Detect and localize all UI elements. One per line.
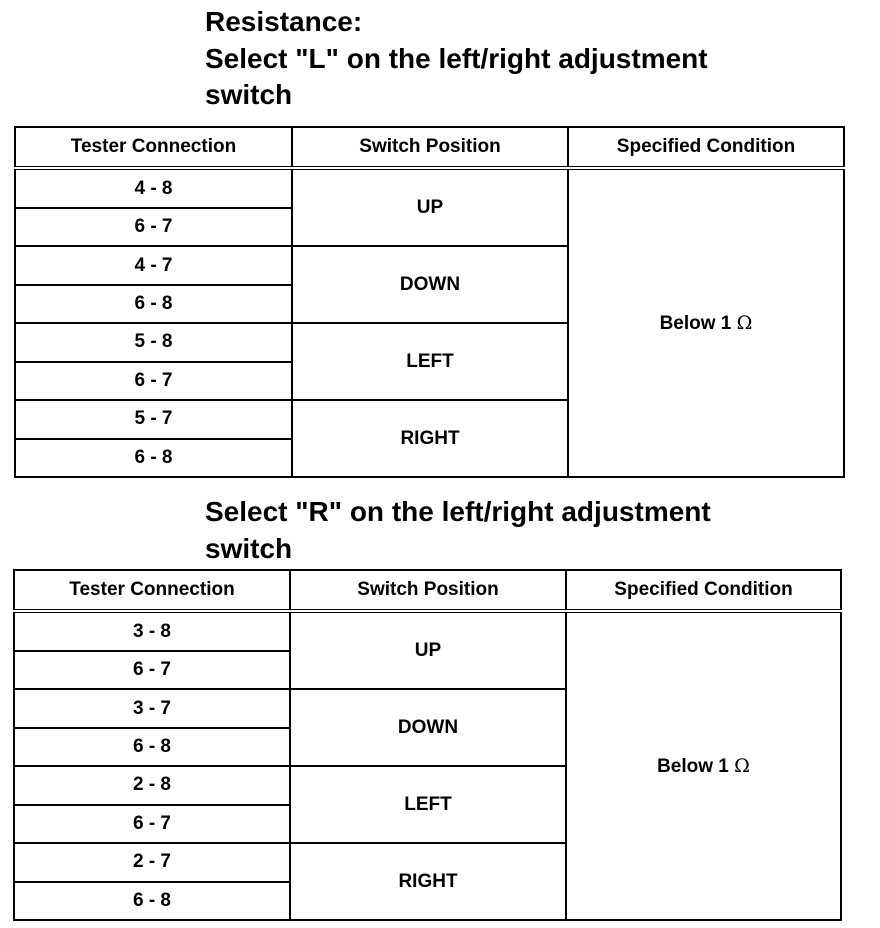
- heading-l: [205, 4, 708, 114]
- switch-position-cell: LEFT: [290, 766, 566, 843]
- select-r-instruction-line1: Select "R" on the left/right adjustment: [205, 496, 711, 527]
- select-l-instruction-line1: Select "L" on the left/right adjustment: [205, 42, 708, 74]
- switch-position-cell: DOWN: [292, 246, 568, 323]
- condition-value: Below 1: [657, 755, 729, 777]
- tester-connection-cell: 6 - 7: [15, 362, 292, 400]
- heading-r: [205, 494, 711, 567]
- col-header-specified-condition: Specified Condition: [568, 127, 844, 168]
- table-row: [14, 611, 841, 651]
- section-title: Resistance:: [205, 6, 363, 37]
- tester-connection-cell: 5 - 8: [15, 323, 292, 361]
- specified-condition-cell: [566, 611, 841, 920]
- col-header-switch-position: Switch Position: [290, 570, 566, 611]
- switch-position-cell: UP: [290, 611, 566, 689]
- switch-position-cell: RIGHT: [292, 400, 568, 477]
- specified-condition-cell: [568, 168, 844, 477]
- tester-connection-cell: 6 - 8: [14, 882, 290, 920]
- tester-connection-cell: 6 - 8: [15, 439, 292, 477]
- resistance-table-l: [14, 126, 845, 478]
- switch-position-cell: DOWN: [290, 689, 566, 766]
- tester-connection-cell: 6 - 7: [14, 651, 290, 689]
- tester-connection-cell: 6 - 7: [14, 805, 290, 843]
- tester-connection-cell: 6 - 8: [14, 728, 290, 766]
- col-header-switch-position: Switch Position: [292, 127, 568, 168]
- tester-connection-cell: 4 - 7: [15, 246, 292, 284]
- col-header-specified-condition: Specified Condition: [566, 570, 841, 611]
- tester-connection-cell: 3 - 7: [14, 689, 290, 727]
- col-header-tester-connection: Tester Connection: [15, 127, 292, 168]
- table-header-row: [15, 127, 844, 168]
- tester-connection-cell: 2 - 8: [14, 766, 290, 804]
- tester-connection-cell: 2 - 7: [14, 843, 290, 881]
- ohm-unit: Ω: [734, 754, 750, 777]
- switch-position-cell: RIGHT: [290, 843, 566, 920]
- table-row: [15, 168, 844, 208]
- tester-connection-cell: 5 - 7: [15, 400, 292, 438]
- condition-value: Below 1: [659, 312, 732, 334]
- table-header-row: [14, 570, 841, 611]
- col-header-tester-connection: Tester Connection: [14, 570, 290, 611]
- switch-position-cell: UP: [292, 168, 568, 246]
- resistance-table-r: [13, 569, 842, 921]
- select-l-instruction-line2: switch: [205, 79, 293, 110]
- tester-connection-cell: 6 - 8: [15, 285, 292, 323]
- select-r-instruction-line2: switch: [205, 532, 293, 564]
- tester-connection-cell: 6 - 7: [15, 208, 292, 246]
- tester-connection-cell: 4 - 8: [15, 168, 292, 208]
- switch-position-cell: LEFT: [292, 323, 568, 400]
- ohm-unit: Ω: [736, 311, 753, 334]
- tester-connection-cell: 3 - 8: [14, 611, 290, 651]
